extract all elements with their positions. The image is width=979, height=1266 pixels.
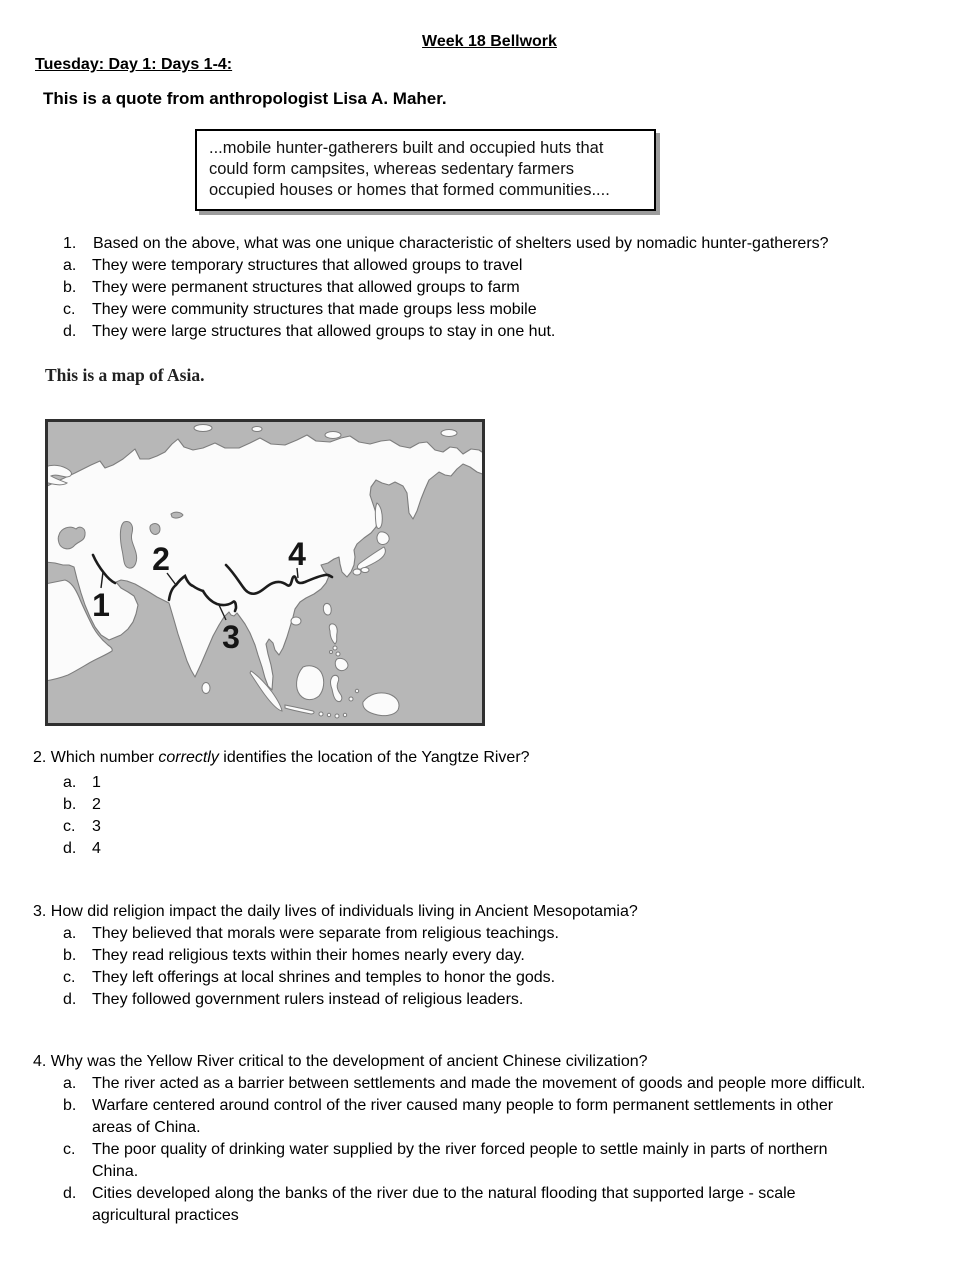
map-caption: This is a map of Asia. xyxy=(45,365,205,385)
option-text xyxy=(92,1139,828,1183)
option-text xyxy=(92,1183,796,1227)
question-1-option-a xyxy=(63,255,829,277)
question-2-stem xyxy=(33,747,530,769)
map-label-4: 4 xyxy=(288,536,306,572)
question-1 xyxy=(63,233,829,343)
question-4-stem: 4. Why was the Yellow River critical to the development of ancient Chinese civilization? xyxy=(33,1053,648,1070)
question-4-option-c xyxy=(63,1139,865,1183)
question-2-option-c xyxy=(63,816,530,838)
option-text: They read religious texts within their homes nearly every day. xyxy=(92,947,525,964)
question-3-stem: 3. How did religion impact the daily lives of individuals living in Ancient Mesopotamia? xyxy=(33,903,638,920)
option-letter: c. xyxy=(63,301,76,318)
option-text: They believed that morals were separate from religious teachings. xyxy=(92,925,559,942)
option-text: They were community structures that made groups less mobile xyxy=(92,301,537,318)
question-1-stem-text: Based on the above, what was one unique characteristic of shelters used by nomadic hunter-gatherers? xyxy=(93,235,829,252)
question-1-stem xyxy=(63,233,829,255)
question-4-option-d xyxy=(63,1183,865,1227)
option-text xyxy=(92,1073,865,1095)
question-1-option-d xyxy=(63,321,829,343)
map-lake-balkhash xyxy=(171,512,183,518)
option-text: They followed government rulers instead of religious leaders. xyxy=(92,991,524,1008)
option-letter: c. xyxy=(63,818,76,835)
question-2-option-a xyxy=(63,772,530,794)
question-4-option-a xyxy=(63,1073,865,1095)
page-title: Week 18 Bellwork xyxy=(422,33,557,50)
question-2 xyxy=(33,747,530,860)
map-label-1: 1 xyxy=(92,587,110,623)
option-letter: d. xyxy=(63,323,77,340)
option-text: They left offerings at local shrines and temples to honor the gods. xyxy=(92,969,556,986)
question-3-options xyxy=(63,923,638,1011)
option-line: agricultural practices xyxy=(92,1207,239,1224)
option-letter: b. xyxy=(63,1097,77,1114)
option-letter: a. xyxy=(63,1075,77,1092)
option-letter: a. xyxy=(63,774,77,791)
option-letter: c. xyxy=(63,1141,76,1158)
option-text: 2 xyxy=(92,796,101,813)
asia-map xyxy=(45,419,485,726)
option-line: Cities developed along the banks of the river due to the natural flooding that supported large - scale xyxy=(92,1185,796,1202)
option-text: 3 xyxy=(92,818,101,835)
map-label-3: 3 xyxy=(222,619,240,655)
option-text xyxy=(92,1095,833,1139)
question-3 xyxy=(33,901,638,1011)
quote-box xyxy=(195,129,656,211)
option-text: 4 xyxy=(92,840,101,857)
question-2-stem-suffix: identifies the location of the Yangtze River? xyxy=(218,749,530,766)
option-text: 1 xyxy=(92,774,101,791)
map-label-2: 2 xyxy=(152,541,170,577)
option-line: areas of China. xyxy=(92,1119,201,1136)
quote-line: occupied houses or homes that formed communities.... xyxy=(209,181,610,199)
question-2-stem-italic: correctly xyxy=(158,749,219,766)
option-letter: d. xyxy=(63,991,77,1008)
option-line: The poor quality of drinking water supplied by the river forced people to settle mainly in parts of northern xyxy=(92,1141,828,1158)
question-1-option-c xyxy=(63,299,829,321)
question-4-option-b xyxy=(63,1095,865,1139)
option-text: They were large structures that allowed groups to stay in one hut. xyxy=(92,323,556,340)
option-line: China. xyxy=(92,1163,139,1180)
question-2-options xyxy=(63,772,530,860)
option-letter: b. xyxy=(63,796,77,813)
map-aral-sea xyxy=(150,524,160,535)
asia-map-svg xyxy=(45,419,485,726)
question-1-option-b xyxy=(63,277,829,299)
option-text: They were permanent structures that allowed groups to farm xyxy=(92,279,520,296)
question-2-option-d xyxy=(63,838,530,860)
question-2-option-b xyxy=(63,794,530,816)
option-letter: d. xyxy=(63,840,77,857)
question-4 xyxy=(33,1051,865,1227)
question-3-option-d xyxy=(63,989,638,1011)
option-line: The river acted as a barrier between settlements and made the movement of goods and people more difficult. xyxy=(92,1075,866,1092)
day-heading: Tuesday: Day 1: Days 1-4: xyxy=(35,56,233,73)
question-3-option-a xyxy=(63,923,638,945)
quote-line: could form campsites, whereas sedentary farmers xyxy=(209,160,574,178)
question-2-stem-prefix: 2. Which number xyxy=(33,749,159,766)
option-letter: a. xyxy=(63,925,77,942)
question-4-options xyxy=(63,1073,865,1227)
option-letter: c. xyxy=(63,969,76,986)
option-letter: b. xyxy=(63,947,77,964)
question-1-number: 1. xyxy=(63,235,77,252)
question-3-option-c xyxy=(63,967,638,989)
question-3-option-b xyxy=(63,945,638,967)
quote-line: ...mobile hunter-gatherers built and occupied huts that xyxy=(209,139,604,157)
option-letter: b. xyxy=(63,279,77,296)
option-letter: a. xyxy=(63,257,77,274)
quote-intro: This is a quote from anthropologist Lisa A. Maher. xyxy=(43,89,447,108)
option-line: Warfare centered around control of the river caused many people to form permanent settlements in other xyxy=(92,1097,834,1114)
option-letter: d. xyxy=(63,1185,77,1202)
option-text: They were temporary structures that allowed groups to travel xyxy=(92,257,523,274)
